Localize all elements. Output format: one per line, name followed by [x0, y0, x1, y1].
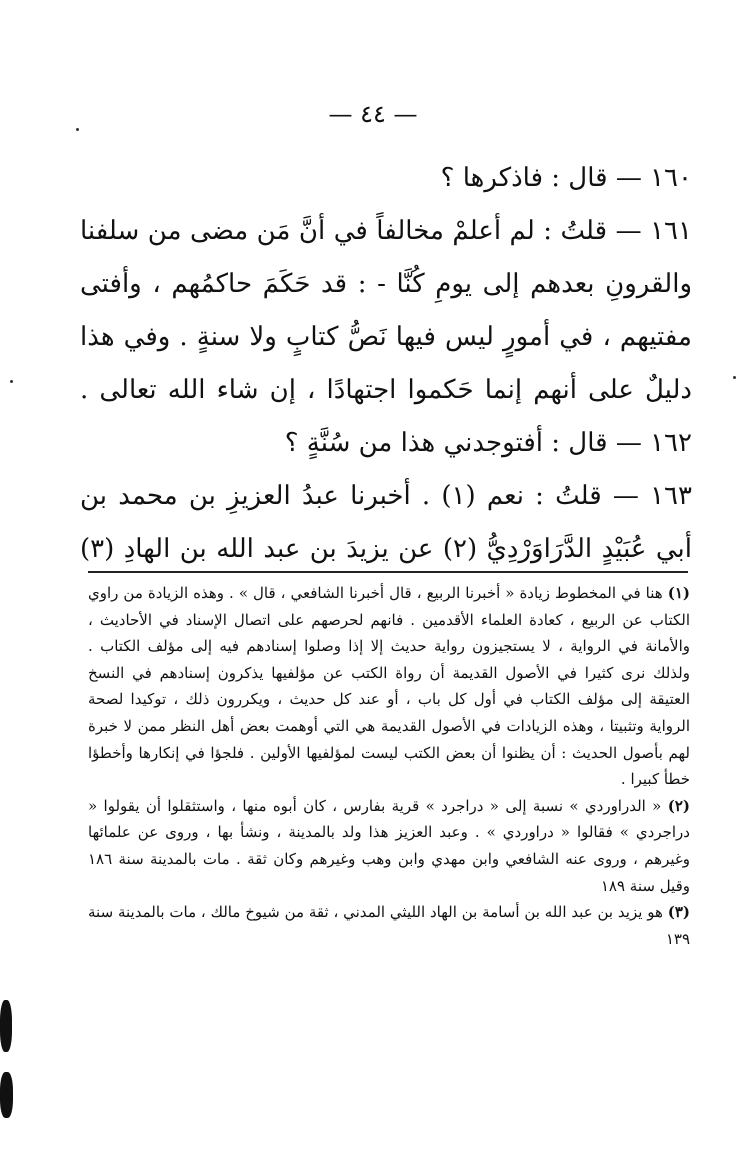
paragraph-160: ١٦٠ — قال : فاذكرها ؟	[440, 163, 692, 193]
footnote-divider	[88, 571, 688, 573]
main-text	[80, 152, 692, 576]
footnote-3	[88, 899, 690, 952]
paragraph-162: ١٦٢ — قال : أفتوجدني هذا من سُنَّةٍ ؟	[284, 428, 692, 458]
footnote-number: (٣)	[667, 903, 690, 922]
footnote-2	[88, 793, 690, 899]
footnote-text: « الدراوردي » نسبة إلى « دراجرد » قرية بفارس ، كان أبوه منها ، واستثقلوا أن يقولوا « دراجردي » فقالوا « دراوردي » . وعبد العزيز هذا ولد بالمدينة ، ونشأ بها ، وروى عن علمائها وغيرهم ، وروى عنه الشافعي وابن مهدي وابن وهب وغيرهم وكان ثقة . مات بالمدينة سنة ١٨٦ وقيل سنة ١٨٩	[88, 796, 690, 895]
page-number: — ٤٤ —	[328, 100, 418, 128]
footnote-text: هنا في المخطوط زيادة « أخبرنا الربيع ، قال أخبرنا الشافعي ، قال » . وهذه الزيادة من راوي الكتاب عن الربيع ، كعادة العلماء الأقدمين . فانهم لحرصهم على اتصال الإسناد في الأحاديث ، والأمانة في الرواية ، لا يستجيزون رواية حديث إلا إذا وصلوا إسنادهم فيه إلى مؤلف الكتاب . ولذلك نرى كثيرا في الأصول القديمة أن رواة الكتب عن مؤلفيها يذكرون إسنادهم في النسخ العتيقة إلى مؤلف الكتاب في أول كل باب ، أو عند كل حديث ، ويكررون ذلك ، توكيدا لصحة الرواية وتثبيتا ، وهذه الزيادات في الأصول القديمة هي التي أوهمت بعض أهل النظر ممن لا خبرة لهم بأصول الحديث : أن يظنوا أن بعض الكتب ليست لمؤلفيها الأولين . فلجؤا في إنكارها وأخطؤا خطأ كبيرا .	[88, 584, 690, 789]
footnote-text: هو يزيد بن عبد الله بن أسامة بن الهاد الليثي المدني ، ثقة من شيوخ مالك ، مات بالمدينة سنة ١٣٩	[88, 903, 690, 948]
paragraph-163: ١٦٣ — قلتُ : نعم (١) . أخبرنا عبدُ العزيزِ بن محمد بن أبي عُبَيْدٍ الدَّرَاوَرْدِيُّ (٢) عن يزيدَ بن عبد الله بن الهادِ (٣)	[80, 481, 692, 564]
paragraph-161: ١٦١ — قلتُ : لم أعلمْ مخالفاً في أنَّ مَن مضى من سلفنا والقرونِ بعدهم إلى يومِ كُنَّا - : قد حَكَمَ حاكمُهم ، وأفتى مفتيهم ، في أمورٍ ليس فيها نَصُّ كتابٍ ولا سنةٍ . وفي هذا دليلٌ على أنهم إنما حَكموا اجتهادًا ، إن شاء الله تعالى .	[80, 216, 692, 405]
footnote-1	[88, 580, 690, 793]
scan-dot	[76, 128, 79, 131]
scan-dot	[733, 376, 736, 379]
scan-mark	[0, 1000, 12, 1052]
footnote-number: (١)	[667, 584, 690, 602]
scan-mark	[0, 1072, 13, 1118]
footnote-number: (٢)	[667, 796, 690, 815]
scan-dot	[10, 380, 13, 383]
footnotes	[88, 580, 690, 952]
